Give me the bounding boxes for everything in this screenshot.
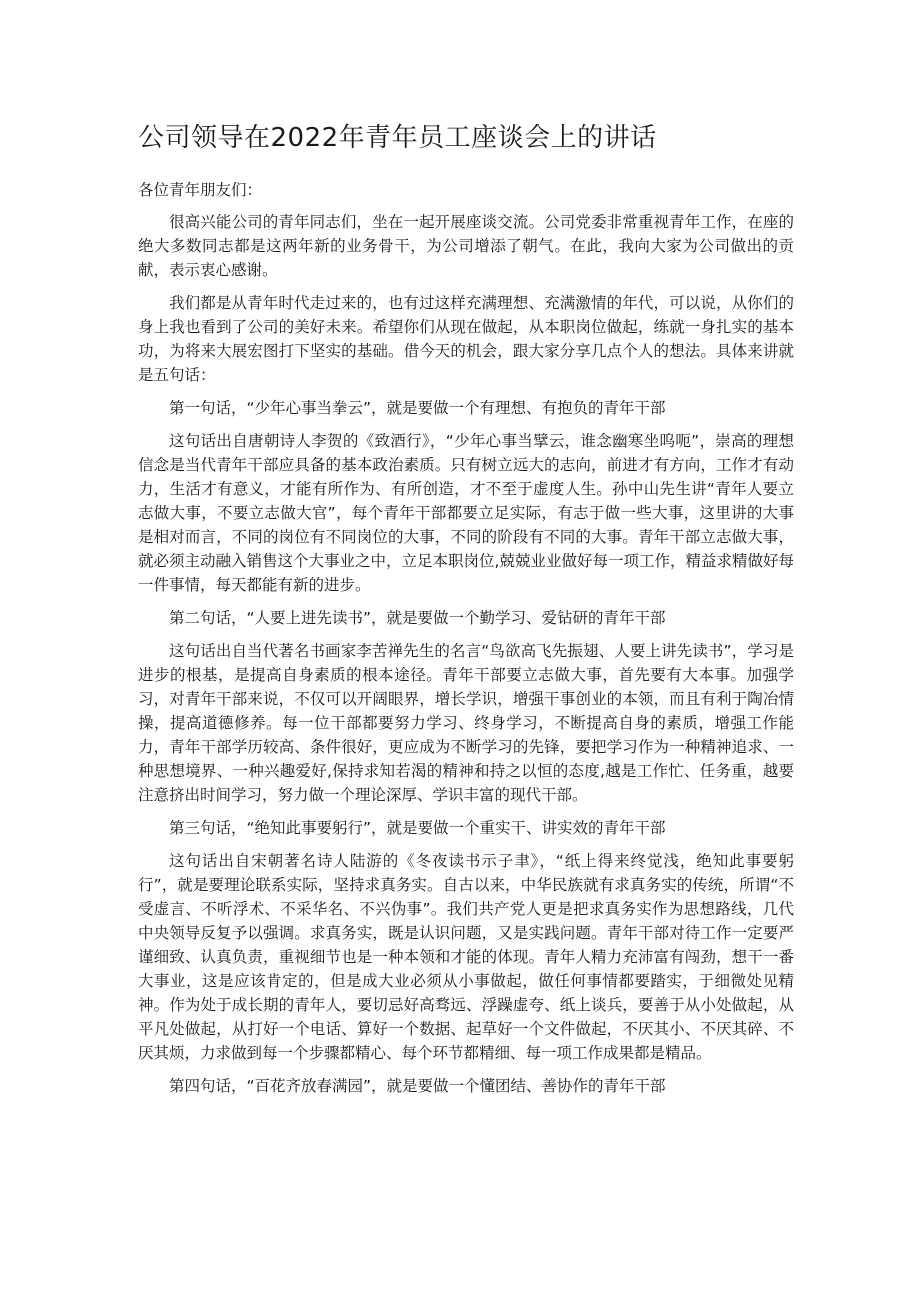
paragraph-section-2: 这句话出自当代著名书画家李苦禅先生的名言“鸟欲高飞先振翅、人要上讲先读书”，学习是进步的根基，是提高自身素质的根本途径。青年干部要立志做大事，首先要有大本事。加强学习，对青年干部来说，不仅可以开阔眼界，增长学识，增强干事创业的本领，而且有利于陶冶情操，提高道德修养。每一位干部都要努力学习、终身学习，不断提高自身的素质，增强工作能力，青年干部学历较高、条件很好，更应成为不断学习的先锋，要把学习作为一种精神追求、一种思想境界、一种兴趣爱好,保持求知若渴的精神和持之以恒的态度,越是工作忙、任务重，越要注意挤出时间学习，努力做一个理论深厚、学识丰富的现代干部。 (138, 642, 794, 804)
salutation: 各位青年朋友们： (138, 181, 263, 199)
paragraph-section-1: 这句话出自唐朝诗人李贺的《致酒行》，“少年心事当擘云，谁念幽寒坐呜呃”，崇高的理想信念是当代青年干部应具备的基本政治素质。只有树立远大的志向，前进才有方向，工作才有动力，生活才有意义，才能有所作为、有所创造，才不至于虚度人生。孙中山先生讲“青年人要立志做大事，不要立志做大官”，每个青年干部都要立足实际，有志于做一些大事，这里讲的大事是相对而言，不同的岗位有不同岗位的大事，不同的阶段有不同的大事。青年干部立志做大事，就必须主动融入销售这个大事业之中，立足本职岗位,兢兢业业做好每一项工作，精益求精做好每一件事情，每天都能有新的进步。 (138, 432, 794, 594)
paragraph-section-3: 这句话出自宋朝著名诗人陆游的《冬夜读书示子聿》，“纸上得来终觉浅，绝知此事要躬行”，就是要理论联系实际，坚持求真务实。自古以来，中华民族就有求真务实的传统，所谓“不受虚言、不听浮术、不采华名、不兴伪事”。我们共产党人更是把求真务实作为思想路线，几代中央领导反复予以强调。求真务实，既是认识问题，又是实践问题。青年干部对待工作一定要严谨细致、认真负责，重视细节也是一种本领和才能的体现。青年人精力充沛富有闯劲，想干一番大事业，这是应该肯定的，但是成大业必须从小事做起，做任何事情都要踏实，于细微处见精神。作为处于成长期的青年人，要切忌好高骛远、浮躁虚夸、纸上谈兵，要善于从小处做起，从平凡处做起，从打好一个电话、算好一个数据、起草好一个文件做起，不厌其小、不厌其碎、不厌其烦，力求做到每一个步骤都精心、每个环节都精细、每一项工作成果都是精品。 (138, 852, 794, 1062)
document-page (138, 118, 794, 1107)
document-title: 公司领导在2022年青年员工座谈会上的讲话 (138, 123, 657, 153)
paragraph-intro: 很高兴能公司的青年同志们，坐在一起开展座谈交流。公司党委非常重视青年工作，在座的绝大多数同志都是这两年新的业务骨干，为公司增添了朝气。在此，我向大家为公司做出的贡献，表示衷心感谢。 (138, 213, 794, 279)
section-heading-2: 第二句话，“人要上进先读书”，就是要做一个勤学习、爱钻研的青年干部 (169, 609, 666, 627)
section-heading-4: 第四句话，“百花齐放春满园”，就是要做一个懂团结、善协作的青年干部 (169, 1077, 666, 1095)
section-heading-3: 第三句话，“绝知此事要躬行”，就是要做一个重实干、讲实效的青年干部 (169, 819, 666, 837)
section-heading-1: 第一句话，“少年心事当拳云”，就是要做一个有理想、有抱负的青年干部 (169, 399, 666, 417)
paragraph-overview: 我们都是从青年时代走过来的，也有过这样充满理想、充满激情的年代，可以说，从你们的身上我也看到了公司的美好未来。希望你们从现在做起，从本职岗位做起，练就一身扎实的基本功，为将来大展宏图打下坚实的基础。借今天的机会，跟大家分享几点个人的想法。具体来讲就是五句话： (138, 294, 794, 384)
